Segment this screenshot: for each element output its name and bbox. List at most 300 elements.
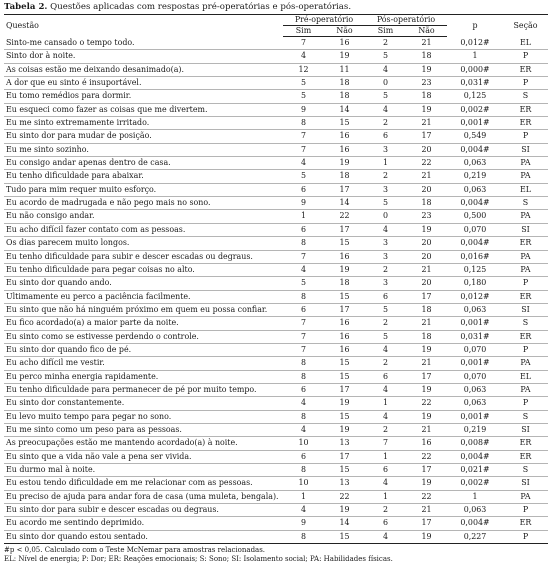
pre-sim-cell: 6 [283,223,324,236]
table-row [4,410,548,423]
p-value-cell: 0,063 [447,397,503,410]
section-cell: PA [503,210,548,223]
table-caption [4,2,547,13]
p-value-cell: 0,004# [447,450,503,463]
table-row [4,343,548,356]
post-nao-cell: 22 [406,490,447,503]
pre-nao-cell: 15 [324,237,365,250]
post-nao-cell: 22 [406,397,447,410]
section-cell: ER [503,330,548,343]
question-cell: As preocupações estão me mantendo acordado(a) à noite. [4,437,283,450]
section-cell: ER [503,103,548,116]
p-value-cell: 0,125 [447,263,503,276]
section-cell: ER [503,450,548,463]
p-value-cell: 0,063 [447,183,503,196]
p-value-cell: 0,001# [447,317,503,330]
question-cell: Eu me sinto extremamente irritado. [4,117,283,130]
section-cell: ER [503,517,548,530]
question-cell: Eu tenho dificuldade para abaixar. [4,170,283,183]
post-nao-cell: 18 [406,50,447,63]
pre-sim-cell: 9 [283,103,324,116]
table-row [4,183,548,196]
post-nao-cell: 19 [406,103,447,116]
p-value-cell: 0,004# [447,237,503,250]
section-cell: P [503,77,548,90]
table-row [4,237,548,250]
table-row [4,490,548,503]
pre-nao-cell: 14 [324,197,365,210]
section-cell: EL [503,370,548,383]
question-cell: Eu sinto que a vida não vale a pena ser vivida. [4,450,283,463]
section-cell: ER [503,63,548,76]
post-sim-cell: 4 [365,103,406,116]
section-cell: P [503,530,548,543]
post-sim-cell: 6 [365,517,406,530]
pre-nao-cell: 16 [324,250,365,263]
pre-sim-cell: 6 [283,303,324,316]
questions-table [4,14,548,544]
post-sim-cell: 0 [365,210,406,223]
question-cell: Eu sinto dor quando fico de pé. [4,343,283,356]
pre-nao-cell: 15 [324,290,365,303]
pre-sim-cell: 7 [283,317,324,330]
document [4,2,547,563]
pre-nao-cell: 15 [324,410,365,423]
post-nao-cell: 18 [406,303,447,316]
table-row [4,317,548,330]
pre-nao-cell: 19 [324,50,365,63]
table-row [4,370,548,383]
pre-sim-cell: 7 [283,37,324,50]
post-sim-cell: 2 [365,263,406,276]
p-value-cell: 1 [447,490,503,503]
pre-sim-cell: 8 [283,410,324,423]
pre-nao-cell: 19 [324,263,365,276]
post-nao-cell: 19 [406,63,447,76]
pre-nao-cell: 15 [324,357,365,370]
pre-nao-cell: 22 [324,490,365,503]
pre-nao-cell: 18 [324,77,365,90]
table-row [4,263,548,276]
question-cell: Eu sinto que não há ninguém próximo em quem eu possa confiar. [4,303,283,316]
section-cell: P [503,504,548,517]
table-row [4,397,548,410]
table-row [4,290,548,303]
pre-nao-cell: 16 [324,317,365,330]
section-cell: SI [503,223,548,236]
p-value-cell: 0,031# [447,77,503,90]
section-cell: PA [503,263,548,276]
pre-nao-cell: 19 [324,504,365,517]
table-caption-text: Questões aplicadas com respostas pré-operatórias e pós-operatórias. [47,2,352,12]
table-row [4,517,548,530]
p-value-cell: 0,001# [447,410,503,423]
pre-nao-cell: 17 [324,223,365,236]
pre-sim-cell: 9 [283,517,324,530]
post-nao-cell: 17 [406,290,447,303]
p-value-cell: 0,012# [447,37,503,50]
post-nao-cell: 19 [406,343,447,356]
post-nao-cell: 20 [406,237,447,250]
p-value-cell: 0,227 [447,530,503,543]
pre-sim-cell: 1 [283,210,324,223]
pre-sim-cell: 9 [283,197,324,210]
pre-nao-cell: 19 [324,423,365,436]
pre-sim-cell: 8 [283,370,324,383]
table-row [4,223,548,236]
p-value-cell: 0,125 [447,90,503,103]
pre-nao-cell: 17 [324,183,365,196]
pre-sim-cell: 10 [283,477,324,490]
question-cell: Eu sinto dor para subir e descer escadas ou degraus. [4,504,283,517]
pre-sim-cell: 8 [283,530,324,543]
section-cell: SI [503,303,548,316]
table-row [4,210,548,223]
question-cell: Eu tenho dificuldade para permanecer de pé por muito tempo. [4,383,283,396]
table-row [4,303,548,316]
question-cell: Eu consigo andar apenas dentro de casa. [4,157,283,170]
p-value-cell: 0,063 [447,383,503,396]
pre-sim-cell: 4 [283,263,324,276]
pre-sim-cell: 4 [283,50,324,63]
section-cell: P [503,343,548,356]
pre-sim-cell: 7 [283,343,324,356]
post-nao-cell: 23 [406,210,447,223]
p-value-cell: 1 [447,50,503,63]
post-sim-cell: 1 [365,490,406,503]
post-nao-cell: 21 [406,317,447,330]
question-cell: Eu acordo me sentindo deprimido. [4,517,283,530]
pre-nao-cell: 18 [324,170,365,183]
pre-sim-cell: 4 [283,157,324,170]
post-sim-cell: 2 [365,504,406,517]
section-cell: P [503,130,548,143]
post-sim-cell: 2 [365,357,406,370]
section-cell: SI [503,477,548,490]
footnote-significance: #p < 0,05. Calculado com o Teste McNemar para amostras relacionadas. [4,546,266,555]
pre-sim-cell: 7 [283,130,324,143]
table-row [4,90,548,103]
question-cell: Eu não consigo andar. [4,210,283,223]
pre-nao-cell: 14 [324,103,365,116]
post-nao-cell: 20 [406,143,447,156]
table-row [4,383,548,396]
p-value-cell: 0,031# [447,330,503,343]
header-post-nao: Não [406,26,447,37]
post-sim-cell: 4 [365,63,406,76]
table-body [4,37,548,544]
question-cell: Eu esqueci como fazer as coisas que me divertem. [4,103,283,116]
pre-nao-cell: 22 [324,210,365,223]
question-cell: Eu sinto como se estivesse perdendo o controle. [4,330,283,343]
header-pre-nao: Não [324,26,365,37]
p-value-cell: 0,070 [447,370,503,383]
pre-nao-cell: 15 [324,117,365,130]
question-cell: Sinto dor à noite. [4,50,283,63]
pre-nao-cell: 15 [324,464,365,477]
header-section: Seção [503,15,548,37]
question-cell: Os dias parecem muito longos. [4,237,283,250]
post-nao-cell: 21 [406,170,447,183]
post-sim-cell: 6 [365,290,406,303]
section-cell: ER [503,290,548,303]
p-value-cell: 0,004# [447,143,503,156]
pre-sim-cell: 7 [283,143,324,156]
post-nao-cell: 23 [406,77,447,90]
post-nao-cell: 21 [406,423,447,436]
post-sim-cell: 1 [365,397,406,410]
section-cell: S [503,90,548,103]
question-cell: Eu estou tendo dificuldade em me relacionar com as pessoas. [4,477,283,490]
table-caption-label: Tabela 2. [4,2,48,12]
pre-nao-cell: 19 [324,397,365,410]
post-nao-cell: 19 [406,477,447,490]
pre-sim-cell: 6 [283,450,324,463]
question-cell: Eu acordo de madrugada e não pego mais no sono. [4,197,283,210]
question-cell: Eu me sinto sozinho. [4,143,283,156]
footnote-legend: EL: Nível de energia; P: Dor; ER: Reações emocionais; S: Sono; SI: Isolamento social; PA: Habilidades físicas. [4,554,393,563]
pre-nao-cell: 18 [324,277,365,290]
p-value-cell: 0,000# [447,63,503,76]
question-cell: A dor que eu sinto é insuportável. [4,77,283,90]
pre-nao-cell: 17 [324,383,365,396]
table-row [4,530,548,543]
pre-sim-cell: 8 [283,237,324,250]
post-nao-cell: 20 [406,277,447,290]
p-value-cell: 0,549 [447,130,503,143]
post-sim-cell: 5 [365,90,406,103]
pre-sim-cell: 7 [283,250,324,263]
post-sim-cell: 5 [365,330,406,343]
section-cell: P [503,50,548,63]
p-value-cell: 0,063 [447,504,503,517]
post-nao-cell: 19 [406,410,447,423]
section-cell: ER [503,237,548,250]
post-nao-cell: 19 [406,530,447,543]
section-cell: P [503,397,548,410]
post-sim-cell: 2 [365,423,406,436]
post-sim-cell: 1 [365,157,406,170]
pre-nao-cell: 17 [324,303,365,316]
post-nao-cell: 19 [406,223,447,236]
pre-nao-cell: 11 [324,63,365,76]
p-value-cell: 0,016# [447,250,503,263]
p-value-cell: 0,021# [447,464,503,477]
p-value-cell: 0,500 [447,210,503,223]
section-cell: ER [503,437,548,450]
p-value-cell: 0,002# [447,103,503,116]
post-sim-cell: 3 [365,250,406,263]
pre-nao-cell: 17 [324,450,365,463]
question-cell: Eu acho difícil me vestir. [4,357,283,370]
post-sim-cell: 2 [365,37,406,50]
post-nao-cell: 18 [406,197,447,210]
section-cell: EL [503,37,548,50]
post-sim-cell: 6 [365,464,406,477]
post-sim-cell: 3 [365,183,406,196]
post-sim-cell: 6 [365,370,406,383]
table-row [4,117,548,130]
p-value-cell: 0,004# [447,517,503,530]
table-row [4,157,548,170]
p-value-cell: 0,012# [447,290,503,303]
question-cell: Eu me sinto como um peso para as pessoas. [4,423,283,436]
header-pre-op: Pré-operatório [283,15,365,26]
post-sim-cell: 2 [365,317,406,330]
section-cell: SI [503,143,548,156]
question-cell: Eu sinto dor quando ando. [4,277,283,290]
table-row [4,103,548,116]
table-row [4,197,548,210]
p-value-cell: 0,004# [447,197,503,210]
pre-sim-cell: 4 [283,397,324,410]
table-header [4,15,548,37]
post-sim-cell: 4 [365,223,406,236]
post-nao-cell: 21 [406,504,447,517]
post-sim-cell: 3 [365,277,406,290]
question-cell: Eu acho difícil fazer contato com as pessoas. [4,223,283,236]
post-sim-cell: 3 [365,237,406,250]
post-sim-cell: 4 [365,410,406,423]
pre-sim-cell: 7 [283,330,324,343]
table-row [4,50,548,63]
pre-sim-cell: 12 [283,63,324,76]
pre-nao-cell: 16 [324,330,365,343]
pre-sim-cell: 4 [283,504,324,517]
pre-nao-cell: 16 [324,143,365,156]
post-sim-cell: 4 [365,383,406,396]
section-cell: SI [503,423,548,436]
post-sim-cell: 6 [365,130,406,143]
post-nao-cell: 21 [406,263,447,276]
pre-nao-cell: 18 [324,90,365,103]
pre-sim-cell: 8 [283,117,324,130]
post-sim-cell: 2 [365,117,406,130]
table-row [4,437,548,450]
table-row [4,504,548,517]
pre-sim-cell: 6 [283,383,324,396]
pre-sim-cell: 10 [283,437,324,450]
post-nao-cell: 17 [406,517,447,530]
post-nao-cell: 22 [406,450,447,463]
header-p-value: p [447,15,503,37]
section-cell: PA [503,383,548,396]
question-cell: Eu tenho dificuldade para subir e descer escadas ou degraus. [4,250,283,263]
section-cell: S [503,197,548,210]
post-nao-cell: 20 [406,250,447,263]
question-cell: Eu sinto dor quando estou sentado. [4,530,283,543]
section-cell: PA [503,250,548,263]
table-row [4,357,548,370]
p-value-cell: 0,219 [447,170,503,183]
post-sim-cell: 7 [365,437,406,450]
question-cell: Ultimamente eu perco a paciência facilmente. [4,290,283,303]
table-row [4,130,548,143]
post-sim-cell: 0 [365,77,406,90]
table-row [4,423,548,436]
post-nao-cell: 21 [406,357,447,370]
pre-sim-cell: 8 [283,290,324,303]
section-cell: S [503,464,548,477]
table-row [4,477,548,490]
post-nao-cell: 21 [406,37,447,50]
table-row [4,277,548,290]
post-nao-cell: 18 [406,330,447,343]
p-value-cell: 0,180 [447,277,503,290]
question-cell: Eu tomo remédios para dormir. [4,90,283,103]
post-nao-cell: 20 [406,183,447,196]
question-cell: Eu fico acordado(a) a maior parte da noite. [4,317,283,330]
pre-sim-cell: 4 [283,423,324,436]
question-cell: Eu sinto dor para mudar de posição. [4,130,283,143]
post-sim-cell: 5 [365,197,406,210]
section-cell: P [503,277,548,290]
post-sim-cell: 5 [365,50,406,63]
section-cell: PA [503,490,548,503]
post-sim-cell: 5 [365,303,406,316]
question-cell: As coisas estão me deixando desanimado(a). [4,63,283,76]
p-value-cell: 0,002# [447,477,503,490]
section-cell: S [503,317,548,330]
table-row [4,143,548,156]
post-nao-cell: 17 [406,370,447,383]
post-nao-cell: 19 [406,383,447,396]
question-cell: Eu sinto dor constantemente. [4,397,283,410]
pre-nao-cell: 14 [324,517,365,530]
section-cell: ER [503,117,548,130]
post-sim-cell: 4 [365,530,406,543]
pre-nao-cell: 13 [324,437,365,450]
pre-sim-cell: 5 [283,77,324,90]
post-sim-cell: 4 [365,477,406,490]
section-cell: PA [503,157,548,170]
question-cell: Eu levo muito tempo para pegar no sono. [4,410,283,423]
pre-nao-cell: 19 [324,157,365,170]
post-sim-cell: 3 [365,143,406,156]
pre-nao-cell: 13 [324,477,365,490]
post-sim-cell: 4 [365,343,406,356]
post-nao-cell: 22 [406,157,447,170]
header-post-sim: Sim [365,26,406,37]
pre-sim-cell: 1 [283,490,324,503]
post-nao-cell: 21 [406,117,447,130]
table-row [4,37,548,50]
question-cell: Eu tenho dificuldade para pegar coisas no alto. [4,263,283,276]
question-cell: Sinto-me cansado o tempo todo. [4,37,283,50]
question-cell: Eu preciso de ajuda para andar fora de casa (uma muleta, bengala). [4,490,283,503]
post-nao-cell: 17 [406,130,447,143]
pre-sim-cell: 5 [283,170,324,183]
section-cell: PA [503,170,548,183]
section-cell: EL [503,183,548,196]
question-cell: Tudo para mim requer muito esforço. [4,183,283,196]
header-pre-sim: Sim [283,26,324,37]
question-cell: Eu durmo mal à noite. [4,464,283,477]
post-nao-cell: 16 [406,437,447,450]
pre-sim-cell: 5 [283,90,324,103]
table-row [4,464,548,477]
table-row [4,77,548,90]
p-value-cell: 0,219 [447,423,503,436]
pre-nao-cell: 15 [324,370,365,383]
post-sim-cell: 2 [365,170,406,183]
pre-nao-cell: 15 [324,530,365,543]
header-question: Questão [4,15,283,37]
pre-sim-cell: 8 [283,464,324,477]
p-value-cell: 0,070 [447,223,503,236]
question-cell: Eu perco minha energia rapidamente. [4,370,283,383]
post-sim-cell: 1 [365,450,406,463]
